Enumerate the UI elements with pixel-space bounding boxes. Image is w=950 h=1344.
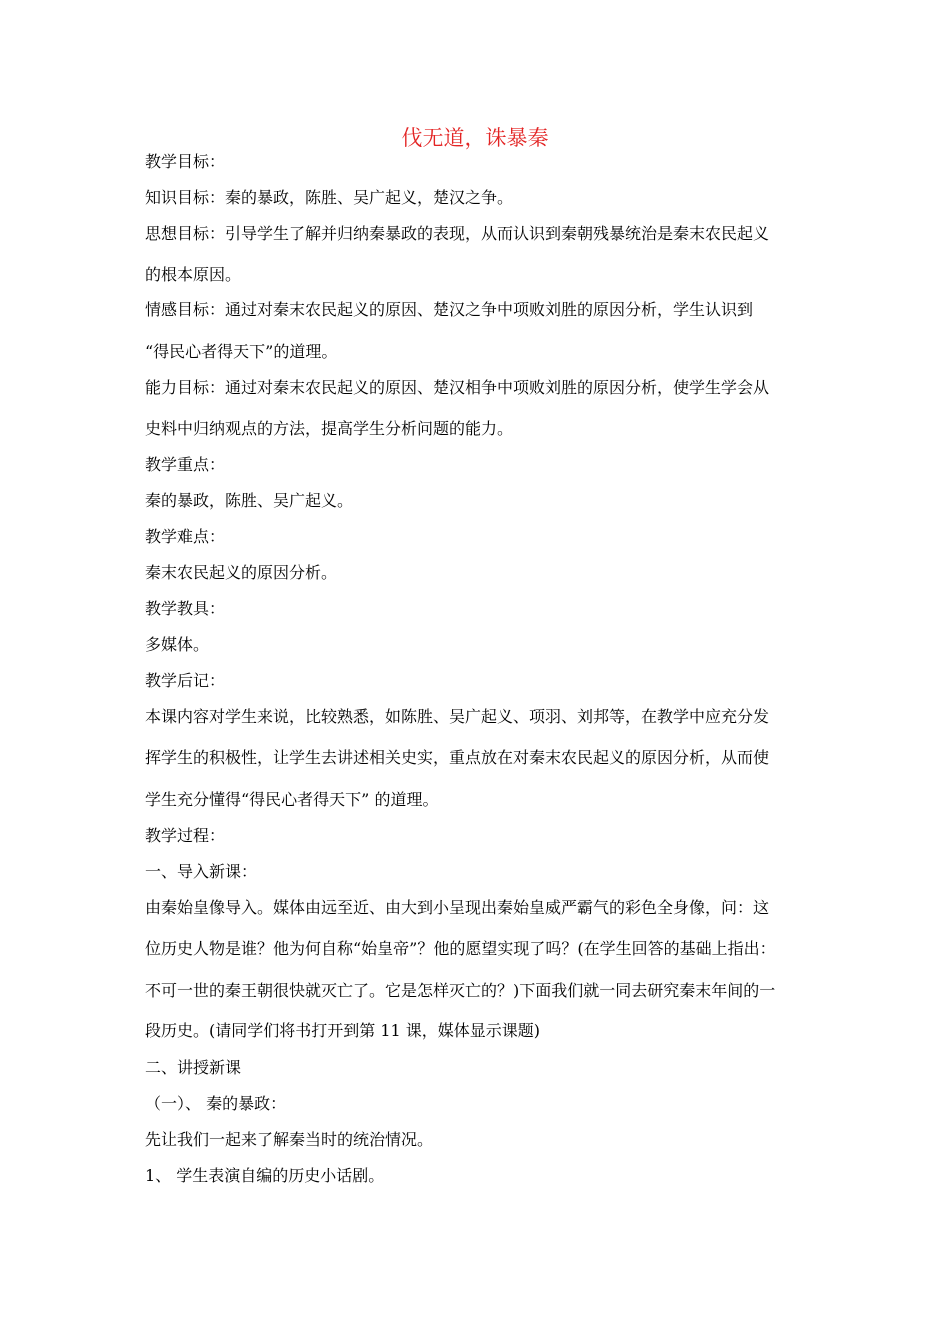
section-heading-teaching-aids: 教学教具： bbox=[145, 599, 226, 618]
paragraph-line: 由秦始皇像导入。媒体由远至近、由大到小呈现出秦始皇威严霸气的彩色全身像，问：这 bbox=[145, 898, 770, 917]
paragraph-line: 情感目标：通过对秦末农民起义的原因、楚汉之争中项败刘胜的原因分析，学生认识到 bbox=[145, 300, 754, 319]
paragraph-line: 本课内容对学生来说，比较熟悉，如陈胜、吴广起义、项羽、刘邦等，在教学中应充分发 bbox=[145, 707, 770, 726]
section-heading-objectives: 教学目标： bbox=[145, 152, 226, 171]
paragraph-line: 史料中归纳观点的方法，提高学生分析问题的能力。 bbox=[145, 419, 514, 438]
section-heading-intro: 一、导入新课： bbox=[145, 862, 258, 881]
paragraph-line: “得民心者得天下”的道理。 bbox=[145, 342, 338, 361]
paragraph-line: 的根本原因。 bbox=[145, 265, 242, 284]
paragraph-line: 位历史人物是谁？他为何自称“始皇帝”？他的愿望实现了吗？(在学生回答的基础上指出： bbox=[145, 939, 776, 958]
paragraph-line: 思想目标：引导学生了解并归纳秦暴政的表现，从而认识到秦朝残暴统治是秦末农民起义 bbox=[145, 224, 770, 243]
section-heading-postscript: 教学后记： bbox=[145, 671, 226, 690]
paragraph-line: 挥学生的积极性，让学生去讲述相关史实，重点放在对秦末农民起义的原因分析，从而使 bbox=[145, 748, 770, 767]
paragraph-line: 多媒体。 bbox=[145, 635, 210, 654]
section-heading-key-points: 教学重点： bbox=[145, 455, 226, 474]
section-heading-new-lesson: 二、讲授新课 bbox=[145, 1058, 242, 1077]
paragraph-line: 段历史。(请同学们将书打开到第 11 课，媒体显示课题) bbox=[145, 1021, 541, 1040]
paragraph-line: 不可一世的秦王朝很快就灭亡了。它是怎样灭亡的？)下面我们就一同去研究秦末年间的一 bbox=[145, 981, 776, 1000]
paragraph-line: 秦末农民起义的原因分析。 bbox=[145, 563, 338, 582]
section-heading-difficulties: 教学难点： bbox=[145, 527, 226, 546]
subsection-heading: （一）、 秦的暴政： bbox=[145, 1094, 287, 1113]
section-heading-process: 教学过程： bbox=[145, 826, 226, 845]
paragraph-line: 秦的暴政，陈胜、吴广起义。 bbox=[145, 491, 354, 510]
paragraph-line: 学生充分懂得“得民心者得天下” 的道理。 bbox=[145, 790, 439, 809]
paragraph-line: 知识目标：秦的暴政，陈胜、吴广起义，楚汉之争。 bbox=[145, 188, 514, 207]
document-title: 伐无道，诛暴秦 bbox=[401, 126, 549, 150]
paragraph-line: 先让我们一起来了解秦当时的统治情况。 bbox=[145, 1130, 434, 1149]
paragraph-line: 能力目标：通过对秦末农民起义的原因、楚汉相争中项败刘胜的原因分析，使学生学会从 bbox=[145, 378, 770, 397]
list-item: 1、 学生表演自编的历史小话剧。 bbox=[145, 1166, 385, 1185]
